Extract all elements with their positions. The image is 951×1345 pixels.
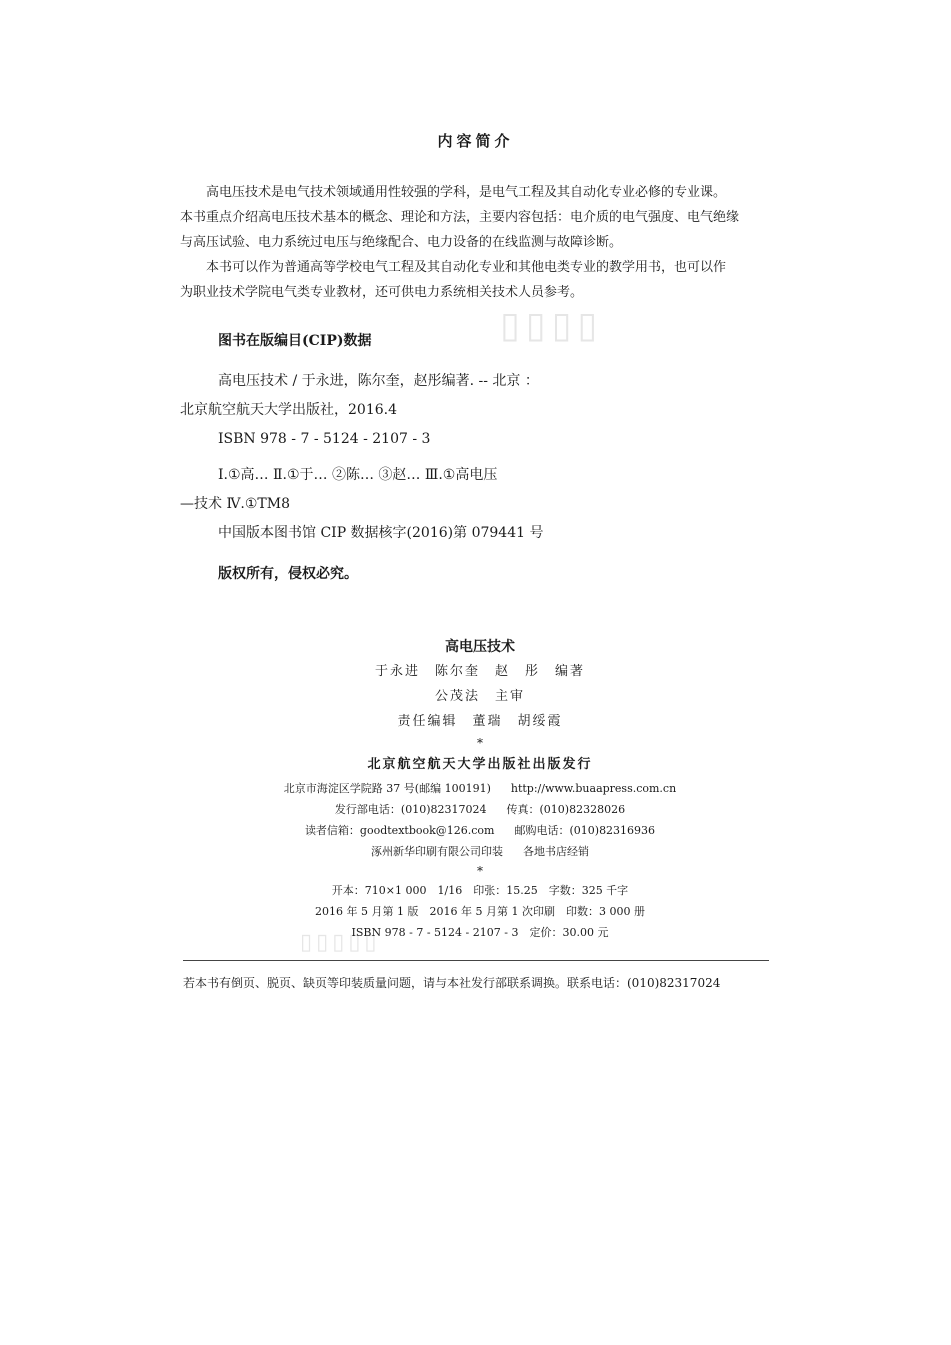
- cip-block: [180, 367, 543, 548]
- cip-line1: 高电压技术 / 于永进，陈尔奎，赵彤编著. -- 北京 ：: [218, 373, 539, 389]
- colophon-mail-order: 邮购电话：(010)82316936: [514, 824, 656, 837]
- intro-para2-line2: 为职业技术学院电气类专业教材，还可供电力系统相关技术人员参考。: [180, 285, 584, 300]
- intro-para1-line1: 高电压技术是电气技术领域通用性较强的学科，是电气工程及其自动化专业必修的专业课。: [206, 185, 727, 200]
- intro-para1-line3: 与高压试验、电力系统过电压与绝缘配合、电力设备的在线监测与故障诊断。: [180, 235, 623, 250]
- cip-catalog-number: 中国版本图书馆 CIP 数据核字(2016)第 079441 号: [218, 525, 544, 541]
- colophon-title: 高电压技术: [445, 639, 515, 655]
- cip-line2: 北京航空航天大学出版社，2016.4: [180, 402, 397, 418]
- intro-para2-line1: 本书可以作为普通高等学校电气工程及其自动化专业和其他电类专业的教学用书，也可以作: [206, 260, 727, 275]
- cip-heading: 图书在版编目(CIP)数据: [218, 333, 372, 349]
- colophon-format: 开本：710×1 000 1/16 印张：15.25 字数：325 千字: [331, 884, 629, 897]
- colophon-editors: 责任编辑 董瑞 胡绥霞: [397, 714, 563, 729]
- footer-notice: 若本书有倒页、脱页、缺页等印装质量问题，请与本社发行部联系调换。联系电话：(010)82317024: [183, 976, 721, 990]
- colophon-fax: 传真：(010)82328026: [506, 803, 626, 816]
- colophon-printer-line: [270, 841, 690, 862]
- copyright-notice: 版权所有，侵权必究。: [218, 566, 358, 582]
- colophon-address-line: [270, 778, 690, 799]
- colophon-separator: *: [477, 736, 483, 750]
- colophon-address: 北京市海淀区学院路 37 号(邮编 100191): [283, 782, 491, 795]
- colophon-isbn-price: ISBN 978 - 7 - 5124 - 2107 - 3 定价：30.00 元: [351, 926, 609, 939]
- colophon-phone-line: [270, 799, 690, 820]
- intro-body: [180, 180, 792, 305]
- colophon-publisher: 北京航空航天大学出版社出版发行: [367, 757, 593, 772]
- cip-class-line1: Ⅰ.①高… Ⅱ.①于… ②陈… ③赵… Ⅲ.①高电压: [218, 467, 498, 483]
- bleed-through-watermark: ▯▯▯▯: [500, 305, 604, 346]
- colophon-printer: 涿州新华印刷有限公司印装: [371, 845, 503, 858]
- divider-rule: [183, 960, 769, 961]
- colophon-website: http://www.buaapress.com.cn: [510, 782, 677, 795]
- cip-class-line2: —技术 Ⅳ.①TM8: [180, 496, 291, 512]
- colophon-reader-email: 读者信箱：goodtextbook@126.com: [304, 824, 495, 837]
- intro-title: 内容简介: [437, 132, 514, 150]
- colophon: [270, 635, 690, 943]
- intro-para1-line2: 本书重点介绍高电压技术基本的概念、理论和方法，主要内容包括：电介质的电气强度、电气绝缘: [180, 210, 740, 225]
- colophon-reviewer: 公茂法 主审: [434, 689, 525, 704]
- colophon-distributor: 各地书店经销: [523, 845, 589, 858]
- cip-isbn: ISBN 978 - 7 - 5124 - 2107 - 3: [218, 431, 431, 447]
- colophon-email-line: [270, 820, 690, 841]
- colophon-edition: 2016 年 5 月第 1 版 2016 年 5 月第 1 次印刷 印数：3 000 册: [315, 905, 645, 918]
- colophon-phone: 发行部电话：(010)82317024: [334, 803, 487, 816]
- colophon-separator-2: *: [477, 864, 483, 878]
- colophon-authors: 于永进 陈尔奎 赵 彤 编著: [374, 664, 585, 679]
- bleed-through-watermark-lower: ▯▯▯▯▯: [300, 930, 381, 955]
